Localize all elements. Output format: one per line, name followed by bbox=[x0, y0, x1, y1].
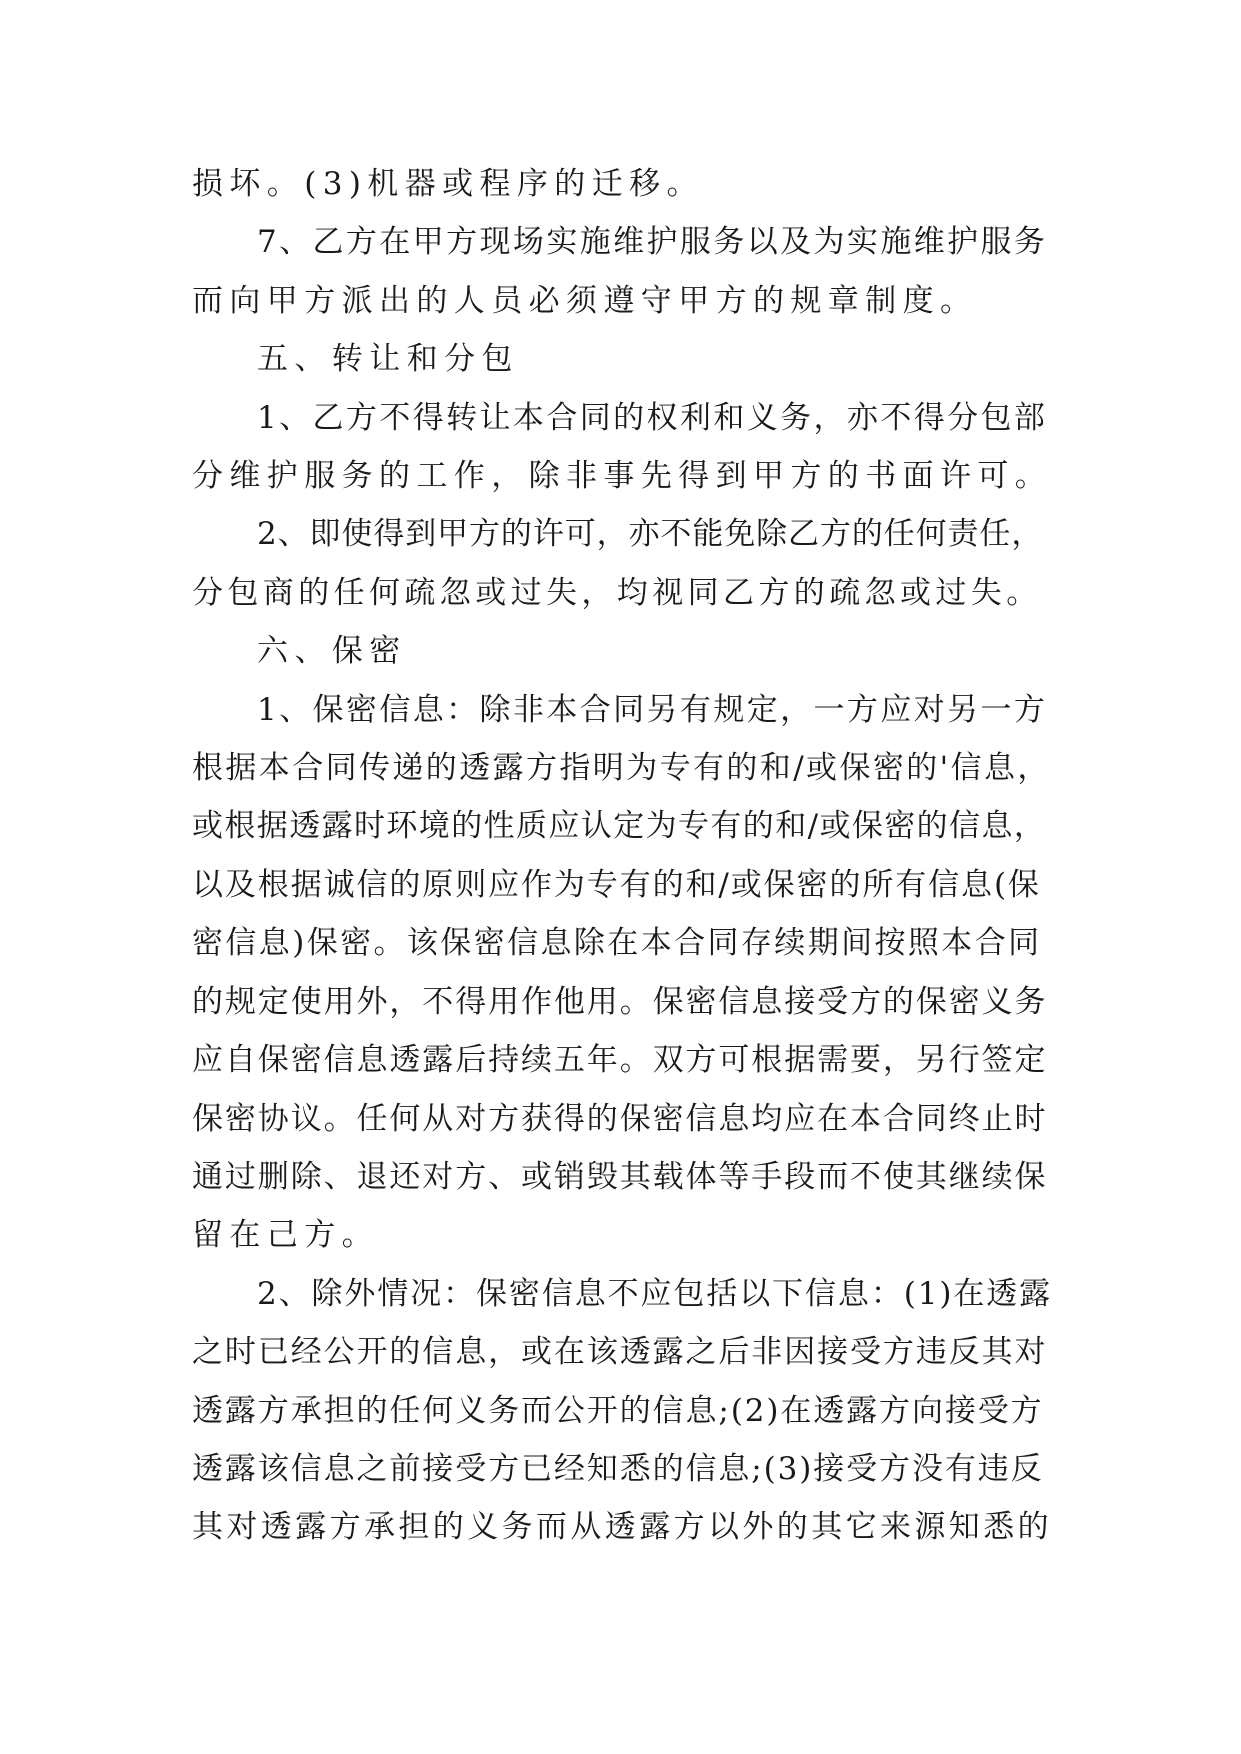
text-line: 的规定使用外，不得用作他用。保密信息接受方的保密义务 bbox=[192, 983, 1048, 1020]
text-line: 分维护服务的工作，除非事先得到甲方的书面许可。 bbox=[192, 458, 1053, 495]
text-line: 或根据透露时环境的性质应认定为专有的和/或保密的信息， bbox=[192, 808, 1047, 845]
text-line: 1、乙方不得转让本合同的权利和义务，亦不得分包部 bbox=[257, 399, 1048, 436]
text-line: 根据本合同传递的透露方指明为专有的和/或保密的'信息， bbox=[192, 750, 1051, 787]
text-line: 以及根据诚信的原则应作为专有的和/或保密的所有信息(保 bbox=[192, 866, 1041, 903]
text-line: 而向甲方派出的人员必须遵守甲方的规章制度。 bbox=[192, 282, 978, 319]
text-line: 通过删除、退还对方、或销毁其载体等手段而不使其继续保 bbox=[192, 1158, 1048, 1195]
text-line: 密信息)保密。该保密信息除在本合同存续期间按照本合同 bbox=[192, 925, 1042, 962]
text-line: 分包商的任何疏忽或过失，均视同乙方的疏忽或过失。 bbox=[192, 574, 1042, 611]
text-line: 1、保密信息：除非本合同另有规定，一方应对另一方 bbox=[257, 691, 1048, 728]
text-line: 损坏。(3)机器或程序的迁移。 bbox=[192, 166, 704, 202]
text-line: 应自保密信息透露后持续五年。双方可根据需要，另行签定 bbox=[192, 1042, 1048, 1079]
text-line: 保密协议。任何从对方获得的保密信息均应在本合同终止时 bbox=[192, 1100, 1048, 1137]
text-line: 其对透露方承担的义务而从透露方以外的其它来源知悉的 bbox=[192, 1509, 1052, 1546]
text-line: 透露方承担的任何义务而公开的信息;(2)在透露方向接受方 bbox=[192, 1392, 1044, 1429]
text-line: 六、保密 bbox=[257, 633, 407, 670]
text-line: 2、即使得到甲方的许可，亦不能免除乙方的任何责任， bbox=[257, 516, 1044, 553]
text-line: 2、除外情况：保密信息不应包括以下信息：(1)在透露 bbox=[257, 1275, 1053, 1312]
text-line: 留在己方。 bbox=[192, 1217, 379, 1254]
text-line: 五、转让和分包 bbox=[257, 341, 519, 378]
document-body bbox=[192, 155, 1052, 1557]
text-line: 之时已经公开的信息，或在该透露之后非因接受方违反其对 bbox=[192, 1334, 1048, 1371]
text-line: 透露该信息之前接受方已经知悉的信息;(3)接受方没有违反 bbox=[192, 1450, 1044, 1487]
text-line: 7、乙方在甲方现场实施维护服务以及为实施维护服务 bbox=[257, 224, 1048, 261]
